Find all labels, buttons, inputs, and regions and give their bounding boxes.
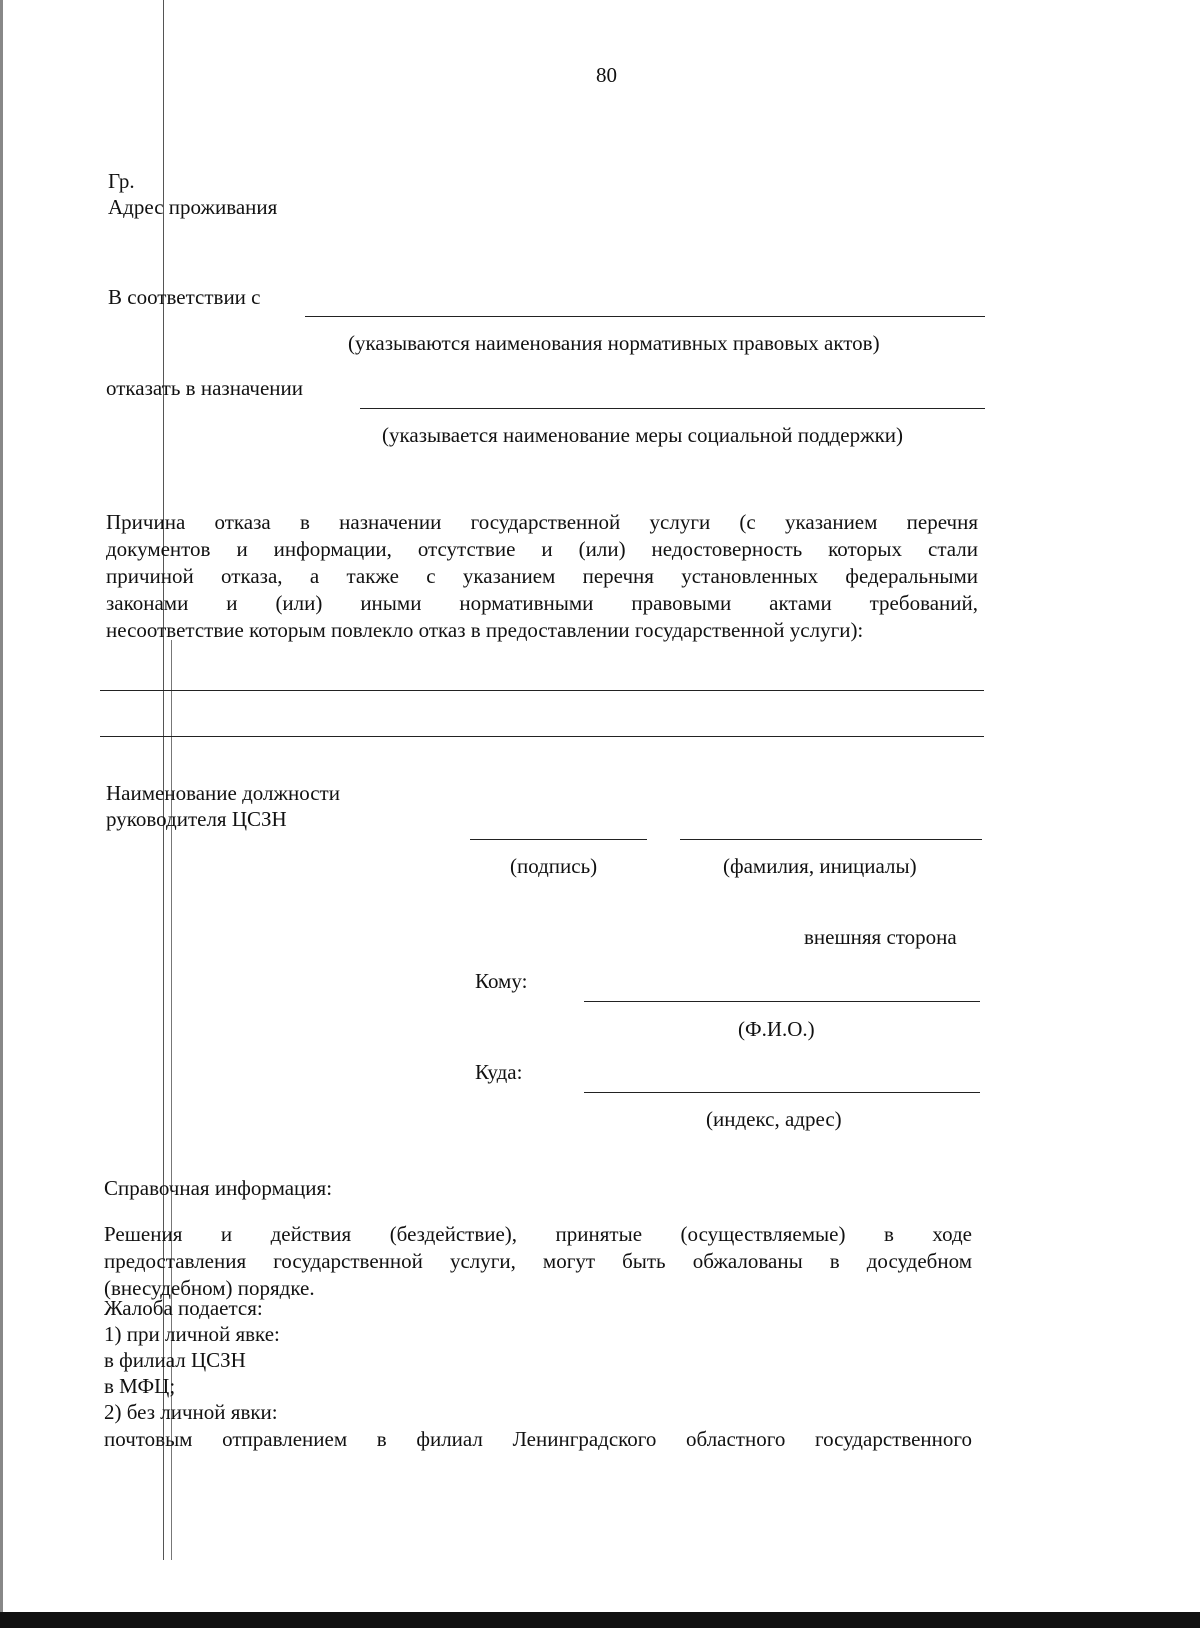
to-blank-line (584, 1001, 980, 1002)
recipient-label: Гр. (108, 169, 135, 193)
name-hint: (фамилия, инициалы) (723, 854, 917, 878)
where-hint: (индекс, адрес) (706, 1107, 842, 1131)
reason-line: Причина отказа в назначении государственной услуги (с указанием перечня (106, 510, 978, 534)
accordance-label: В соответствии с (108, 285, 261, 309)
reference-last-line: почтовым отправлением в филиал Ленинградского областного государственного (104, 1427, 972, 1451)
outer-side-label: внешняя сторона (804, 925, 957, 949)
reference-item: 2) без личной явки: (104, 1400, 278, 1424)
scan-left-edge (0, 0, 3, 1628)
scan-bottom-border (0, 1612, 1200, 1628)
reference-item: в филиал ЦСЗН (104, 1348, 246, 1372)
position-title: Наименование должности (106, 781, 340, 805)
reference-title: Справочная информация: (104, 1176, 333, 1200)
signature-hint: (подпись) (510, 854, 598, 878)
reason-blank-line-1 (100, 690, 984, 691)
name-blank-line (680, 839, 982, 840)
reason-line: законами и (или) иными нормативными правовыми актами требований, (106, 591, 978, 615)
where-blank-line (584, 1092, 980, 1093)
reference-last-paragraph (104, 1426, 972, 1453)
reference-line: Решения и действия (бездействие), принятые (осуществляемые) в ходе (104, 1222, 972, 1246)
refuse-label: отказать в назначении (106, 376, 304, 400)
refuse-blank-line (360, 408, 985, 409)
reference-item: в МФЦ; (104, 1374, 176, 1398)
reason-line: причиной отказа, а также с указанием перечня установленных федеральными (106, 564, 978, 588)
address-label: Адрес проживания (108, 195, 278, 219)
refuse-hint: (указывается наименование меры социальной поддержки) (382, 423, 904, 447)
where-label: Куда: (475, 1060, 523, 1084)
reason-line: документов и информации, отсутствие и (или) недостоверность которых стали (106, 537, 978, 561)
signature-blank-line (470, 839, 647, 840)
reference-paragraph (104, 1221, 972, 1302)
reference-line: (внесудебном) порядке. (104, 1276, 315, 1300)
accordance-blank-line (305, 316, 985, 317)
reference-line: предоставления государственной услуги, могут быть обжалованы в досудебном (104, 1249, 972, 1273)
reference-item: 1) при личной явке: (104, 1322, 280, 1346)
reason-line: несоответствие которым повлекло отказ в предоставлении государственной услуги): (106, 618, 864, 642)
to-label: Кому: (475, 969, 528, 993)
page-number: 80 (596, 63, 617, 87)
reason-blank-line-2 (100, 736, 984, 737)
reason-paragraph (106, 509, 978, 644)
position-title-line2: руководителя ЦСЗН (106, 807, 287, 831)
reference-item: Жалоба подается: (104, 1296, 263, 1320)
to-hint: (Ф.И.О.) (738, 1017, 815, 1041)
accordance-hint: (указываются наименования нормативных правовых актов) (348, 331, 880, 355)
